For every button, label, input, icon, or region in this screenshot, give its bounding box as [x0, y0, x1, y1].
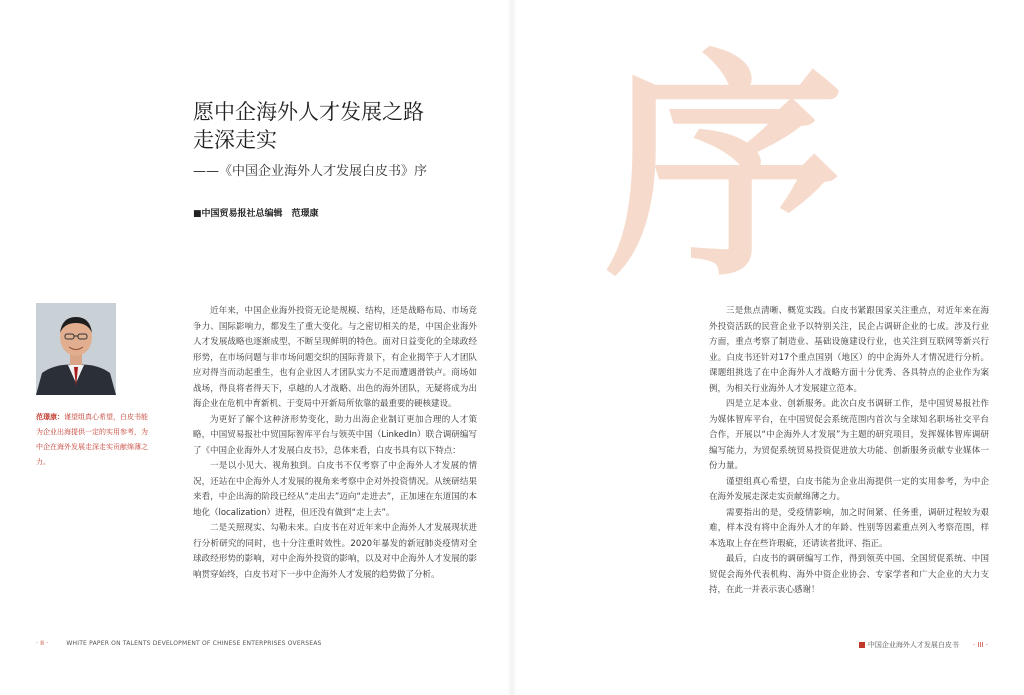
left-page-number: · II · [36, 640, 49, 647]
right-page-number: · III · [972, 641, 988, 649]
title-line-2: 走深走实 [193, 128, 277, 152]
page-title [193, 98, 424, 154]
left-running-footer: WHITE PAPER ON TALENTS DEVELOPMENT OF CHINESE ENTERPRISES OVERSEAS [66, 640, 322, 647]
right-footer [859, 640, 988, 650]
right-page [512, 0, 1024, 695]
caption-name: 范璟康： [36, 413, 64, 421]
decorative-preface-character: 序 [604, 27, 845, 309]
right-running-footer: 中国企业海外人才发展白皮书 [867, 641, 959, 649]
photo-caption [36, 410, 154, 470]
footer-marker [859, 642, 865, 648]
body-paragraph: 三是焦点清晰、概览实践。白皮书紧跟国家关注重点，对近年来在海外投资活跃的民营企业予以特别关注，民企占调研企业的七成。涉及行业方面，重点考察了制造业、基础设施建设行业，也关注到互联网等新兴行业。白皮书还针对17个重点国别（地区）的中企海外人才情况进行分析。课题组挑选了在中企海外人才战略方面十分优秀、各具特点的企业作为案例，为相关行业海外人才发展建立范本。 [709, 306, 989, 394]
body-paragraph: 需要指出的是，受疫情影响，加之时间紧、任务重，调研过程较为艰难，样本没有将中企海外人才的年龄、性别等因素重点列入考察范围，样本选取上存在些许瑕疵，还请读者批评、指正。 [709, 507, 989, 549]
left-footer [36, 640, 322, 647]
body-paragraph: 最后，白皮书的调研编写工作，得到领英中国、全国贸促系统、中国贸促会海外代表机构、海外中资企业协会、专家学者和广大企业的大力支持，在此一并表示衷心感谢！ [709, 554, 989, 595]
body-paragraph: 四是立足本业、创新服务。此次白皮书调研工作，是中国贸易报社作为媒体智库平台，在中国贸促会系统范围内首次与全球知名职场社交平台合作，开展以“中企海外人才发展”为主题的研究项目，发挥媒体智库调研编写能力，为贸促系统贸易投资促进放大功能、创新服务贡献专业媒体一份力量。 [709, 399, 989, 471]
right-body-column [709, 304, 989, 599]
caption-text: 谨望组真心希望，白皮书能为企业出海提供一定的实用参考，为中企在海外发展走深走实贡献绵薄之力。 [36, 413, 148, 466]
body-paragraph: 谨望组真心希望，白皮书能为企业出海提供一定的实用参考，为中企在海外发展走深走实贡献绵薄之力。 [709, 476, 989, 502]
author-line: ■中国贸易报社总编辑 范璟康 [193, 209, 319, 219]
body-paragraph: 近年来，中国企业海外投资无论是规模、结构，还是战略布局、市场竞争力、国际影响力，都发生了重大变化。与之密切相关的是，中国企业海外人才发展战略也逐渐成型，不断呈现鲜明的特色。面对日益变化的全球政经形势，在市场问题与非市场问题交织的国际背景下，有企业揭竿于人才团队应对得当而动起重生，也有企业因人才团队实力不足而遭遇滑铁卢。商场如战场，得良将者得天下，卓越的人才战略、出色的海外团队，无疑将成为出海企业在危机中育新机、于变局中开新局所依靠的最重要的硬核建设。 [193, 306, 477, 409]
body-paragraph: 一是以小见大、视角独到。白皮书不仅考察了中企海外人才发展的情况，还站在中企海外人才发展的视角来考察中企对外投资情况。从统研结果来看，中企出海的阶段已经从“走出去”迈向“走进去”，正加速在东道国的本地化（localization）进程，但还没有做到“走上去”。 [193, 461, 477, 518]
author-photo [36, 303, 116, 395]
subtitle: ——《中国企业海外人才发展白皮书》序 [193, 164, 428, 179]
title-line-1: 愿中企海外人才发展之路 [193, 100, 424, 124]
body-paragraph: 为更好了解个这种济形势变化，助力出海企业制订更加合理的人才策略，中国贸易报社中贸国际智库平台与领英中国（LinkedIn）联合调研编写了《中国企业海外人才发展白皮书》，总体来看，白皮书具有以下特点： [193, 414, 477, 456]
left-body-column [193, 304, 477, 583]
book-gutter [507, 0, 517, 695]
body-paragraph: 二是关照现实、勾勒未来。白皮书在对近年来中企海外人才发展现状进行分析研究的同时，也十分注重时效性。2020年暴发的新冠肺炎疫情对全球政经形势的影响，对中企海外投资的影响，以及对中企海外人才发展的影响贯穿始终，白皮书对下一步中企海外人才发展的趋势做了分析。 [193, 523, 477, 580]
